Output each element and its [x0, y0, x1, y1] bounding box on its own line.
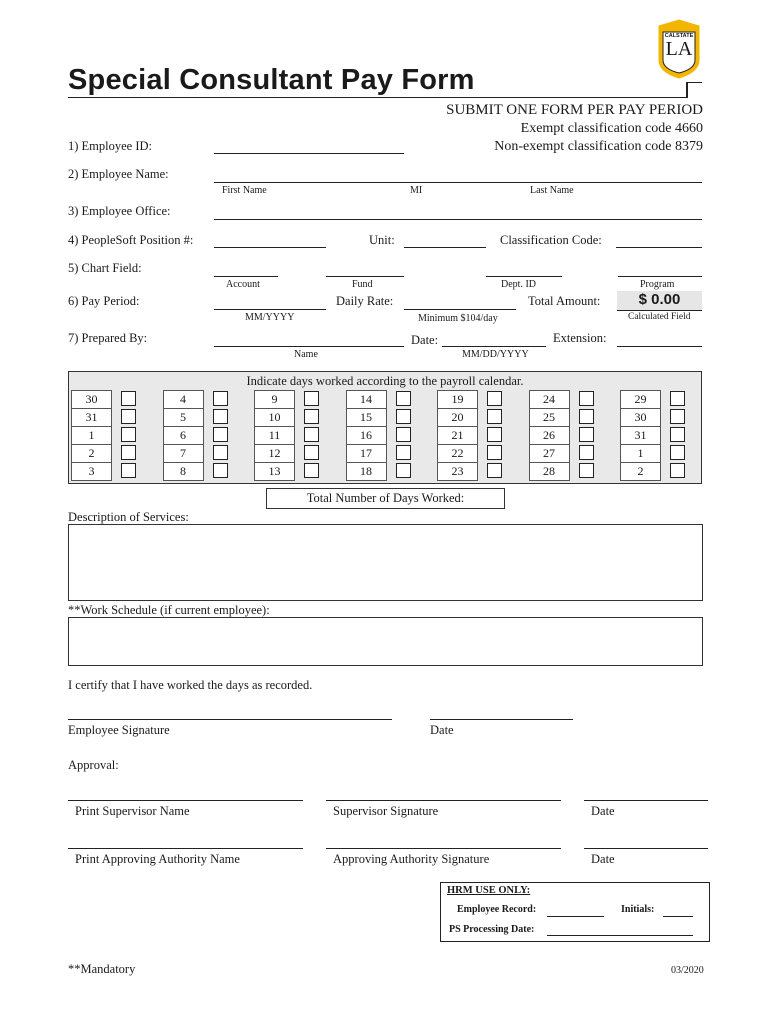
pay-period-field[interactable]: [214, 309, 326, 310]
day-worked-checkbox[interactable]: [579, 409, 594, 424]
employee-date-line[interactable]: [430, 719, 573, 720]
calendar-day: 20: [437, 408, 478, 427]
ps-processing-date-field[interactable]: [547, 935, 693, 936]
classification-code-field[interactable]: [616, 247, 702, 248]
extension-label: Extension:: [553, 331, 607, 345]
supervisor-date-label: Date: [591, 804, 615, 818]
chart-field-label: 5) Chart Field:: [68, 261, 142, 275]
day-worked-checkbox[interactable]: [487, 445, 502, 460]
logo-mark: LA: [665, 38, 693, 60]
day-worked-checkbox[interactable]: [121, 391, 136, 406]
employee-name-field[interactable]: [214, 182, 702, 183]
employee-signature-line[interactable]: [68, 719, 392, 720]
calendar-day: 19: [437, 390, 478, 409]
calendar-day: 30: [620, 408, 661, 427]
supervisor-date-line[interactable]: [584, 800, 708, 801]
mi-caption: MI: [410, 185, 423, 196]
day-worked-checkbox[interactable]: [670, 445, 685, 460]
name-caption: Name: [294, 349, 318, 360]
day-worked-checkbox[interactable]: [579, 427, 594, 442]
total-amount-value: $ 0.00: [638, 291, 681, 308]
day-worked-checkbox[interactable]: [304, 463, 319, 478]
day-worked-checkbox[interactable]: [670, 391, 685, 406]
calendar-day: 14: [346, 390, 387, 409]
calendar-day: 8: [163, 462, 204, 481]
day-worked-checkbox[interactable]: [487, 409, 502, 424]
prepared-by-label: 7) Prepared By:: [68, 331, 148, 345]
program-caption: Program: [640, 279, 675, 290]
calendar-day: 16: [346, 426, 387, 445]
supervisor-signature-label: Supervisor Signature: [333, 804, 439, 818]
calendar-day: 2: [620, 462, 661, 481]
calendar-day: 9: [254, 390, 295, 409]
calendar-day: 25: [529, 408, 570, 427]
day-worked-checkbox[interactable]: [304, 409, 319, 424]
date-field[interactable]: [442, 346, 546, 347]
prepared-by-field[interactable]: [214, 346, 404, 347]
day-worked-checkbox[interactable]: [213, 427, 228, 442]
title-rule: [68, 97, 687, 98]
calendar-day: 22: [437, 444, 478, 463]
authority-date-line[interactable]: [584, 848, 708, 849]
day-worked-checkbox[interactable]: [396, 445, 411, 460]
day-worked-checkbox[interactable]: [396, 427, 411, 442]
calendar-day: 10: [254, 408, 295, 427]
day-worked-checkbox[interactable]: [396, 463, 411, 478]
schedule-label: **Work Schedule (if current employee):: [68, 603, 270, 617]
last-name-caption: Last Name: [530, 185, 574, 196]
day-worked-checkbox[interactable]: [396, 409, 411, 424]
total-amount-field: [617, 291, 702, 311]
program-field[interactable]: [618, 276, 702, 277]
authority-signature-line[interactable]: [326, 848, 561, 849]
authority-name-line[interactable]: [68, 848, 303, 849]
form-version: 03/2020: [671, 965, 704, 976]
calendar-day: 24: [529, 390, 570, 409]
description-label: Description of Services:: [68, 510, 189, 524]
fund-field[interactable]: [326, 276, 404, 277]
position-label: 4) PeopleSoft Position #:: [68, 233, 194, 247]
account-field[interactable]: [214, 276, 278, 277]
calendar-day: 3: [71, 462, 112, 481]
supervisor-signature-line[interactable]: [326, 800, 561, 801]
day-worked-checkbox[interactable]: [396, 391, 411, 406]
day-worked-checkbox[interactable]: [487, 427, 502, 442]
total-amount-label: Total Amount:: [528, 294, 601, 308]
hrm-use-only-box: [440, 882, 710, 942]
day-worked-checkbox[interactable]: [670, 463, 685, 478]
title-rule-right: [686, 82, 702, 83]
employee-signature-label: Employee Signature: [68, 723, 170, 737]
unit-label: Unit:: [369, 233, 395, 247]
position-field[interactable]: [214, 247, 326, 248]
certify-statement: I certify that I have worked the days as recorded.: [68, 678, 313, 692]
calculated-caption: Calculated Field: [628, 312, 691, 322]
logo-top-text: CALSTATE: [664, 33, 694, 39]
print-authority-label: Print Approving Authority Name: [75, 852, 240, 866]
mm-dd-yyyy-caption: MM/DD/YYYY: [462, 349, 529, 360]
calendar-day: 21: [437, 426, 478, 445]
calendar-day: 23: [437, 462, 478, 481]
daily-rate-label: Daily Rate:: [336, 294, 394, 308]
daily-rate-field[interactable]: [404, 309, 516, 310]
day-worked-checkbox[interactable]: [579, 445, 594, 460]
calendar-day: 2: [71, 444, 112, 463]
first-name-caption: First Name: [222, 185, 267, 196]
nonexempt-code: Non-exempt classification code 8379: [494, 139, 703, 154]
calendar-day: 15: [346, 408, 387, 427]
day-worked-checkbox[interactable]: [487, 391, 502, 406]
employee-record-label: Employee Record:: [457, 904, 537, 915]
supervisor-name-line[interactable]: [68, 800, 303, 801]
calendar-day: 13: [254, 462, 295, 481]
title-rule-vertical: [686, 82, 688, 98]
calendar-day: 31: [71, 408, 112, 427]
extension-field[interactable]: [617, 346, 702, 347]
employee-record-field[interactable]: [547, 916, 604, 917]
day-worked-checkbox[interactable]: [487, 463, 502, 478]
calendar-day: 18: [346, 462, 387, 481]
employee-id-field[interactable]: [214, 153, 404, 154]
employee-office-field[interactable]: [214, 219, 702, 220]
schedule-textarea[interactable]: [68, 617, 703, 666]
day-worked-checkbox[interactable]: [579, 391, 594, 406]
description-textarea[interactable]: [68, 524, 703, 601]
account-caption: Account: [226, 279, 260, 290]
submit-notice: SUBMIT ONE FORM PER PAY PERIOD: [446, 102, 703, 118]
calendar-day: 11: [254, 426, 295, 445]
pay-period-label: 6) Pay Period:: [68, 294, 140, 308]
authority-date-label: Date: [591, 852, 615, 866]
employee-id-label: 1) Employee ID:: [68, 139, 153, 153]
day-worked-checkbox[interactable]: [304, 391, 319, 406]
date-label: Date:: [411, 333, 439, 347]
day-worked-checkbox[interactable]: [213, 445, 228, 460]
authority-signature-label: Approving Authority Signature: [333, 852, 490, 866]
day-worked-checkbox[interactable]: [213, 463, 228, 478]
employee-name-label: 2) Employee Name:: [68, 167, 169, 181]
exempt-code: Exempt classification code 4660: [520, 121, 703, 136]
classification-code-label: Classification Code:: [500, 233, 602, 247]
day-worked-checkbox[interactable]: [670, 427, 685, 442]
mandatory-note: **Mandatory: [68, 962, 136, 976]
ps-processing-date-label: PS Processing Date:: [449, 924, 535, 935]
day-worked-checkbox[interactable]: [670, 409, 685, 424]
calendar-day: 28: [529, 462, 570, 481]
minimum-caption: Minimum $104/day: [418, 313, 498, 324]
calendar-day: 5: [163, 408, 204, 427]
initials-field[interactable]: [663, 916, 693, 917]
calendar-day: 7: [163, 444, 204, 463]
calendar-day: 12: [254, 444, 295, 463]
calendar-day: 4: [163, 390, 204, 409]
day-worked-checkbox[interactable]: [121, 427, 136, 442]
calendar-day: 1: [620, 444, 661, 463]
dept-id-field[interactable]: [486, 276, 562, 277]
day-worked-checkbox[interactable]: [304, 427, 319, 442]
calendar-heading: Indicate days worked according to the payroll calendar.: [246, 374, 524, 388]
day-worked-checkbox[interactable]: [121, 445, 136, 460]
total-days-box[interactable]: [266, 488, 505, 509]
day-worked-checkbox[interactable]: [121, 409, 136, 424]
day-worked-checkbox[interactable]: [304, 445, 319, 460]
calendar-day: 27: [529, 444, 570, 463]
calendar-day: 1: [71, 426, 112, 445]
day-worked-checkbox[interactable]: [579, 463, 594, 478]
calendar-day: 31: [620, 426, 661, 445]
hrm-title: HRM USE ONLY:: [447, 885, 531, 896]
day-worked-checkbox[interactable]: [213, 409, 228, 424]
calendar-day: 29: [620, 390, 661, 409]
unit-field[interactable]: [404, 247, 486, 248]
employee-date-label: Date: [430, 723, 454, 737]
calendar-day: 26: [529, 426, 570, 445]
total-days-label: Total Number of Days Worked:: [306, 491, 465, 505]
dept-id-caption: Dept. ID: [501, 279, 536, 290]
day-worked-checkbox[interactable]: [213, 391, 228, 406]
calstate-la-logo: [656, 18, 702, 80]
print-supervisor-label: Print Supervisor Name: [75, 804, 190, 818]
employee-office-label: 3) Employee Office:: [68, 204, 171, 218]
calendar-day: 17: [346, 444, 387, 463]
calendar-day: 30: [71, 390, 112, 409]
day-worked-checkbox[interactable]: [121, 463, 136, 478]
page-title: Special Consultant Pay Form: [68, 64, 475, 96]
fund-caption: Fund: [352, 279, 373, 290]
initials-label: Initials:: [621, 904, 655, 915]
approval-label: Approval:: [68, 758, 119, 772]
calendar-day: 6: [163, 426, 204, 445]
mm-yyyy-caption: MM/YYYY: [245, 312, 295, 323]
